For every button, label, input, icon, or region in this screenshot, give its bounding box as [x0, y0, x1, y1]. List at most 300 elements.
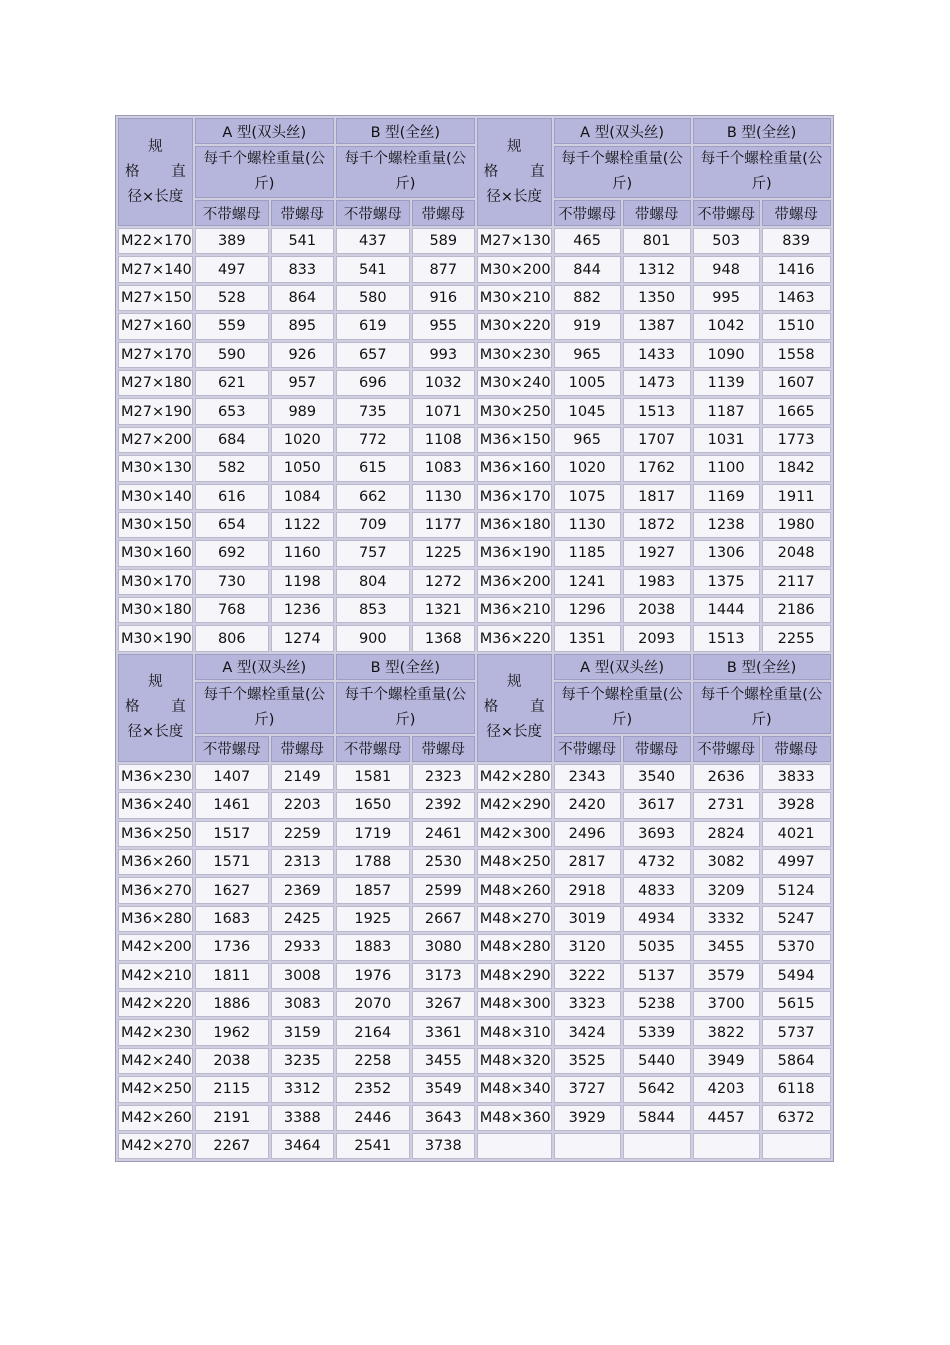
b-with-nut-cell: 6118 [762, 1076, 831, 1102]
with-nut-header: 带螺母 [412, 736, 475, 762]
no-nut-header: 不带螺母 [195, 736, 269, 762]
b-no-nut-cell: 1857 [336, 877, 410, 903]
spec-header-line2-right: 直 [530, 163, 545, 180]
a-with-nut-cell: 3540 [623, 764, 691, 790]
spec-cell: M36×150 [477, 427, 552, 453]
b-with-nut-cell: 2186 [762, 597, 831, 623]
type-a-header: A 型(双头丝) [195, 654, 334, 680]
spec-cell: M42×280 [477, 764, 552, 790]
table-row [118, 821, 831, 847]
b-no-nut-cell: 437 [336, 228, 410, 254]
b-with-nut-cell: 1130 [412, 484, 475, 510]
a-no-nut-cell: 684 [195, 427, 269, 453]
a-no-nut-cell: 919 [554, 313, 621, 339]
spec-cell: M42×220 [118, 991, 193, 1017]
spec-header-line2 [125, 695, 186, 720]
a-with-nut-cell: 5339 [623, 1019, 691, 1045]
b-no-nut-cell: 709 [336, 512, 410, 538]
weight-header: 每千个螺栓重量(公斤) [336, 682, 475, 734]
spec-cell: M30×200 [477, 256, 552, 282]
spec-cell: M48×260 [477, 877, 552, 903]
weight-header: 每千个螺栓重量(公斤) [693, 146, 831, 198]
b-no-nut-cell: 2070 [336, 991, 410, 1017]
table-row [118, 906, 831, 932]
table-row [118, 512, 831, 538]
a-no-nut-cell: 1075 [554, 484, 621, 510]
a-no-nut-cell: 497 [195, 256, 269, 282]
a-with-nut-cell: 3159 [271, 1019, 334, 1045]
a-with-nut-cell: 3617 [623, 792, 691, 818]
a-with-nut-cell: 1707 [623, 427, 691, 453]
a-no-nut-cell: 621 [195, 370, 269, 396]
spec-header [118, 654, 193, 762]
with-nut-header: 带螺母 [623, 736, 691, 762]
type-a-header: A 型(双头丝) [554, 118, 691, 144]
weight-header: 每千个螺栓重量(公斤) [195, 146, 334, 198]
b-with-nut-cell: 5370 [762, 934, 831, 960]
b-with-nut-cell: 5124 [762, 877, 831, 903]
b-no-nut-cell: 1187 [693, 398, 760, 424]
b-with-nut-cell: 2461 [412, 821, 475, 847]
header-row-weight [118, 146, 831, 198]
a-with-nut-cell: 3235 [271, 1048, 334, 1074]
b-no-nut-cell: 3209 [693, 877, 760, 903]
table-row [118, 1133, 831, 1159]
b-no-nut-cell: 3700 [693, 991, 760, 1017]
a-with-nut-cell: 989 [271, 398, 334, 424]
b-no-nut-cell: 900 [336, 625, 410, 651]
b-with-nut-cell: 993 [412, 342, 475, 368]
a-no-nut-cell: 2038 [195, 1048, 269, 1074]
spec-cell [477, 1133, 552, 1159]
b-no-nut-cell: 853 [336, 597, 410, 623]
a-with-nut-cell: 3083 [271, 991, 334, 1017]
a-no-nut-cell: 965 [554, 342, 621, 368]
a-with-nut-cell: 4732 [623, 849, 691, 875]
spec-header-line2-right: 直 [171, 699, 186, 716]
b-no-nut-cell: 2541 [336, 1133, 410, 1159]
a-no-nut-cell: 590 [195, 342, 269, 368]
spec-cell: M30×210 [477, 285, 552, 311]
spec-cell: M48×310 [477, 1019, 552, 1045]
b-no-nut-cell: 772 [336, 427, 410, 453]
spec-cell: M36×220 [477, 625, 552, 651]
a-no-nut-cell: 3323 [554, 991, 621, 1017]
table-row [118, 398, 831, 424]
spec-header-line1: 规 [148, 674, 163, 691]
table-row [118, 1076, 831, 1102]
table-row [118, 228, 831, 254]
table-row [118, 569, 831, 595]
b-with-nut-cell: 2599 [412, 877, 475, 903]
with-nut-header: 带螺母 [271, 736, 334, 762]
spec-cell: M30×190 [118, 625, 193, 651]
table-row [118, 991, 831, 1017]
b-with-nut-cell: 1842 [762, 455, 831, 481]
spec-cell: M48×340 [477, 1076, 552, 1102]
b-no-nut-cell: 3822 [693, 1019, 760, 1045]
a-with-nut-cell: 1020 [271, 427, 334, 453]
a-no-nut-cell: 1407 [195, 764, 269, 790]
b-with-nut-cell: 1980 [762, 512, 831, 538]
b-with-nut-cell: 3643 [412, 1105, 475, 1131]
b-no-nut-cell: 619 [336, 313, 410, 339]
b-no-nut-cell: 1788 [336, 849, 410, 875]
a-with-nut-cell: 1387 [623, 313, 691, 339]
b-no-nut-cell: 3082 [693, 849, 760, 875]
b-no-nut-cell: 3949 [693, 1048, 760, 1074]
b-with-nut-cell: 1416 [762, 256, 831, 282]
spec-cell: M42×200 [118, 934, 193, 960]
b-with-nut-cell: 1368 [412, 625, 475, 651]
a-no-nut-cell: 582 [195, 455, 269, 481]
b-with-nut-cell [762, 1133, 831, 1159]
a-with-nut-cell: 2149 [271, 764, 334, 790]
b-no-nut-cell: 2824 [693, 821, 760, 847]
a-no-nut-cell: 768 [195, 597, 269, 623]
b-with-nut-cell: 2323 [412, 764, 475, 790]
b-with-nut-cell: 4021 [762, 821, 831, 847]
a-with-nut-cell: 1274 [271, 625, 334, 651]
spec-cell: M30×220 [477, 313, 552, 339]
b-no-nut-cell: 1100 [693, 455, 760, 481]
table-row [118, 1048, 831, 1074]
a-with-nut-cell: 1473 [623, 370, 691, 396]
a-with-nut-cell: 2259 [271, 821, 334, 847]
table-row [118, 1019, 831, 1045]
a-no-nut-cell: 559 [195, 313, 269, 339]
b-no-nut-cell: 1375 [693, 569, 760, 595]
weight-header: 每千个螺栓重量(公斤) [554, 146, 691, 198]
spec-cell: M27×150 [118, 285, 193, 311]
b-with-nut-cell: 1321 [412, 597, 475, 623]
type-a-header: A 型(双头丝) [554, 654, 691, 680]
a-with-nut-cell: 926 [271, 342, 334, 368]
spec-cell: M27×170 [118, 342, 193, 368]
a-with-nut-cell: 3388 [271, 1105, 334, 1131]
a-with-nut-cell: 5137 [623, 963, 691, 989]
a-no-nut-cell: 2115 [195, 1076, 269, 1102]
b-with-nut-cell: 1083 [412, 455, 475, 481]
a-with-nut-cell: 1122 [271, 512, 334, 538]
a-with-nut-cell: 1983 [623, 569, 691, 595]
b-with-nut-cell: 5494 [762, 963, 831, 989]
spec-cell: M27×200 [118, 427, 193, 453]
with-nut-header: 带螺母 [762, 736, 831, 762]
no-nut-header: 不带螺母 [693, 736, 760, 762]
a-no-nut-cell: 2191 [195, 1105, 269, 1131]
b-with-nut-cell: 2117 [762, 569, 831, 595]
a-no-nut-cell: 2420 [554, 792, 621, 818]
a-no-nut-cell: 1241 [554, 569, 621, 595]
b-no-nut-cell: 2446 [336, 1105, 410, 1131]
a-no-nut-cell [554, 1133, 621, 1159]
spec-cell: M36×270 [118, 877, 193, 903]
no-nut-header: 不带螺母 [336, 200, 410, 226]
a-no-nut-cell: 1517 [195, 821, 269, 847]
a-no-nut-cell: 1736 [195, 934, 269, 960]
a-no-nut-cell: 465 [554, 228, 621, 254]
b-no-nut-cell: 1650 [336, 792, 410, 818]
b-no-nut-cell: 1883 [336, 934, 410, 960]
a-with-nut-cell: 5642 [623, 1076, 691, 1102]
with-nut-header: 带螺母 [271, 200, 334, 226]
a-with-nut-cell: 5440 [623, 1048, 691, 1074]
b-with-nut-cell: 1558 [762, 342, 831, 368]
a-no-nut-cell: 1571 [195, 849, 269, 875]
b-no-nut-cell: 1090 [693, 342, 760, 368]
spec-header [477, 654, 552, 762]
b-no-nut-cell: 503 [693, 228, 760, 254]
b-with-nut-cell: 3173 [412, 963, 475, 989]
a-with-nut-cell: 2313 [271, 849, 334, 875]
a-no-nut-cell: 1962 [195, 1019, 269, 1045]
b-with-nut-cell: 3738 [412, 1133, 475, 1159]
table-row [118, 963, 831, 989]
table-row [118, 455, 831, 481]
spec-cell: M36×160 [477, 455, 552, 481]
b-with-nut-cell: 916 [412, 285, 475, 311]
a-no-nut-cell: 2343 [554, 764, 621, 790]
type-b-header: B 型(全丝) [336, 654, 475, 680]
spec-cell: M30×140 [118, 484, 193, 510]
spec-cell: M42×270 [118, 1133, 193, 1159]
table-row [118, 597, 831, 623]
weight-header: 每千个螺栓重量(公斤) [554, 682, 691, 734]
no-nut-header: 不带螺母 [554, 200, 621, 226]
a-with-nut-cell: 1160 [271, 540, 334, 566]
spec-header-line2-left: 格 [483, 699, 499, 716]
b-with-nut-cell: 5864 [762, 1048, 831, 1074]
b-no-nut-cell: 2352 [336, 1076, 410, 1102]
weight-header: 每千个螺栓重量(公斤) [195, 682, 334, 734]
spec-header-line3: 径×长度 [127, 724, 184, 741]
a-with-nut-cell: 4833 [623, 877, 691, 903]
b-no-nut-cell: 1444 [693, 597, 760, 623]
a-with-nut-cell: 3464 [271, 1133, 334, 1159]
spec-cell: M30×250 [477, 398, 552, 424]
a-with-nut-cell: 1350 [623, 285, 691, 311]
a-no-nut-cell: 1185 [554, 540, 621, 566]
spec-header [118, 118, 193, 226]
b-no-nut-cell: 541 [336, 256, 410, 282]
spec-cell: M36×240 [118, 792, 193, 818]
a-with-nut-cell: 3008 [271, 963, 334, 989]
a-no-nut-cell: 3929 [554, 1105, 621, 1131]
b-with-nut-cell: 5737 [762, 1019, 831, 1045]
a-no-nut-cell: 3424 [554, 1019, 621, 1045]
spec-cell: M30×150 [118, 512, 193, 538]
a-with-nut-cell: 1927 [623, 540, 691, 566]
a-with-nut-cell: 3312 [271, 1076, 334, 1102]
a-no-nut-cell: 1296 [554, 597, 621, 623]
spec-cell: M27×140 [118, 256, 193, 282]
a-with-nut-cell: 2093 [623, 625, 691, 651]
a-no-nut-cell: 882 [554, 285, 621, 311]
a-with-nut-cell: 864 [271, 285, 334, 311]
spec-cell: M36×200 [477, 569, 552, 595]
spec-cell: M36×180 [477, 512, 552, 538]
spec-header-line3: 径×长度 [127, 188, 184, 205]
b-no-nut-cell: 1042 [693, 313, 760, 339]
b-with-nut-cell: 1665 [762, 398, 831, 424]
header-row-weight [118, 682, 831, 734]
table-row [118, 764, 831, 790]
b-no-nut-cell: 2636 [693, 764, 760, 790]
spec-header-line2 [484, 160, 545, 185]
spec-cell: M30×230 [477, 342, 552, 368]
b-with-nut-cell: 1911 [762, 484, 831, 510]
spec-header-line1: 规 [148, 138, 163, 155]
a-no-nut-cell: 3222 [554, 963, 621, 989]
a-with-nut-cell: 1198 [271, 569, 334, 595]
table-row [118, 540, 831, 566]
b-with-nut-cell: 1032 [412, 370, 475, 396]
spec-header [477, 118, 552, 226]
a-with-nut-cell: 2038 [623, 597, 691, 623]
spec-cell: M42×230 [118, 1019, 193, 1045]
spec-header-line2-left: 格 [125, 163, 140, 180]
a-no-nut-cell: 3120 [554, 934, 621, 960]
b-no-nut-cell: 1139 [693, 370, 760, 396]
b-with-nut-cell: 955 [412, 313, 475, 339]
a-no-nut-cell: 692 [195, 540, 269, 566]
a-no-nut-cell: 730 [195, 569, 269, 595]
table-row [118, 285, 831, 311]
b-with-nut-cell: 2530 [412, 849, 475, 875]
spec-cell: M48×270 [477, 906, 552, 932]
a-no-nut-cell: 965 [554, 427, 621, 453]
spec-header-line2 [484, 695, 545, 720]
spec-cell: M42×300 [477, 821, 552, 847]
weight-header: 每千个螺栓重量(公斤) [336, 146, 475, 198]
a-no-nut-cell: 1130 [554, 512, 621, 538]
b-no-nut-cell: 3332 [693, 906, 760, 932]
a-no-nut-cell: 3727 [554, 1076, 621, 1102]
a-with-nut-cell: 1312 [623, 256, 691, 282]
b-no-nut-cell: 657 [336, 342, 410, 368]
a-no-nut-cell: 1045 [554, 398, 621, 424]
b-with-nut-cell: 2667 [412, 906, 475, 932]
weight-header: 每千个螺栓重量(公斤) [693, 682, 831, 734]
a-no-nut-cell: 1811 [195, 963, 269, 989]
spec-cell: M48×300 [477, 991, 552, 1017]
spec-cell: M48×280 [477, 934, 552, 960]
table-row [118, 1105, 831, 1131]
b-no-nut-cell: 696 [336, 370, 410, 396]
header-row-nut [118, 736, 831, 762]
spec-header-line1: 规 [506, 138, 522, 155]
a-no-nut-cell: 1683 [195, 906, 269, 932]
b-no-nut-cell: 757 [336, 540, 410, 566]
spec-cell: M36×280 [118, 906, 193, 932]
table-row [118, 427, 831, 453]
b-with-nut-cell: 3267 [412, 991, 475, 1017]
type-b-header: B 型(全丝) [336, 118, 475, 144]
spec-header-line2-left: 格 [483, 163, 499, 180]
b-no-nut-cell: 948 [693, 256, 760, 282]
spec-cell: M42×240 [118, 1048, 193, 1074]
table-row [118, 849, 831, 875]
a-with-nut-cell: 4934 [623, 906, 691, 932]
b-with-nut-cell: 3080 [412, 934, 475, 960]
b-no-nut-cell: 1238 [693, 512, 760, 538]
b-no-nut-cell: 1169 [693, 484, 760, 510]
no-nut-header: 不带螺母 [336, 736, 410, 762]
b-with-nut-cell: 5247 [762, 906, 831, 932]
spec-cell: M48×250 [477, 849, 552, 875]
spec-header-line3: 径×长度 [486, 188, 543, 205]
type-b-header: B 型(全丝) [693, 654, 831, 680]
b-with-nut-cell: 3549 [412, 1076, 475, 1102]
a-with-nut-cell: 1762 [623, 455, 691, 481]
spec-header-line2-right: 直 [171, 163, 186, 180]
a-with-nut-cell: 1433 [623, 342, 691, 368]
b-with-nut-cell: 1510 [762, 313, 831, 339]
a-with-nut-cell: 5844 [623, 1105, 691, 1131]
b-no-nut-cell: 3455 [693, 934, 760, 960]
b-no-nut-cell: 1513 [693, 625, 760, 651]
a-no-nut-cell: 616 [195, 484, 269, 510]
a-with-nut-cell: 2425 [271, 906, 334, 932]
spec-cell: M42×290 [477, 792, 552, 818]
b-with-nut-cell: 589 [412, 228, 475, 254]
spec-cell: M36×190 [477, 540, 552, 566]
spec-cell: M42×210 [118, 963, 193, 989]
no-nut-header: 不带螺母 [195, 200, 269, 226]
b-no-nut-cell: 4203 [693, 1076, 760, 1102]
spec-cell: M36×230 [118, 764, 193, 790]
a-with-nut-cell: 1872 [623, 512, 691, 538]
b-with-nut-cell: 839 [762, 228, 831, 254]
a-no-nut-cell: 806 [195, 625, 269, 651]
a-with-nut-cell: 1050 [271, 455, 334, 481]
header-row-type [118, 654, 831, 680]
b-no-nut-cell: 4457 [693, 1105, 760, 1131]
spec-header-line2-left: 格 [125, 699, 140, 716]
b-with-nut-cell: 1071 [412, 398, 475, 424]
a-with-nut-cell: 833 [271, 256, 334, 282]
spec-cell: M22×170 [118, 228, 193, 254]
b-no-nut-cell: 580 [336, 285, 410, 311]
a-no-nut-cell: 844 [554, 256, 621, 282]
b-with-nut-cell: 3455 [412, 1048, 475, 1074]
table-row [118, 342, 831, 368]
spec-cell: M36×260 [118, 849, 193, 875]
table-body [118, 118, 831, 1159]
spec-cell: M42×260 [118, 1105, 193, 1131]
b-no-nut-cell: 1925 [336, 906, 410, 932]
b-with-nut-cell: 1607 [762, 370, 831, 396]
a-no-nut-cell: 389 [195, 228, 269, 254]
b-with-nut-cell: 3928 [762, 792, 831, 818]
table-row [118, 313, 831, 339]
a-no-nut-cell: 1461 [195, 792, 269, 818]
a-no-nut-cell: 1020 [554, 455, 621, 481]
spec-cell: M36×250 [118, 821, 193, 847]
spec-cell: M30×180 [118, 597, 193, 623]
b-with-nut-cell: 2255 [762, 625, 831, 651]
spec-cell: M30×130 [118, 455, 193, 481]
table-row [118, 792, 831, 818]
a-with-nut-cell: 1513 [623, 398, 691, 424]
type-b-header: B 型(全丝) [693, 118, 831, 144]
spec-cell: M30×240 [477, 370, 552, 396]
b-no-nut-cell: 1719 [336, 821, 410, 847]
a-no-nut-cell: 2267 [195, 1133, 269, 1159]
spec-cell: M48×290 [477, 963, 552, 989]
spec-cell: M42×250 [118, 1076, 193, 1102]
